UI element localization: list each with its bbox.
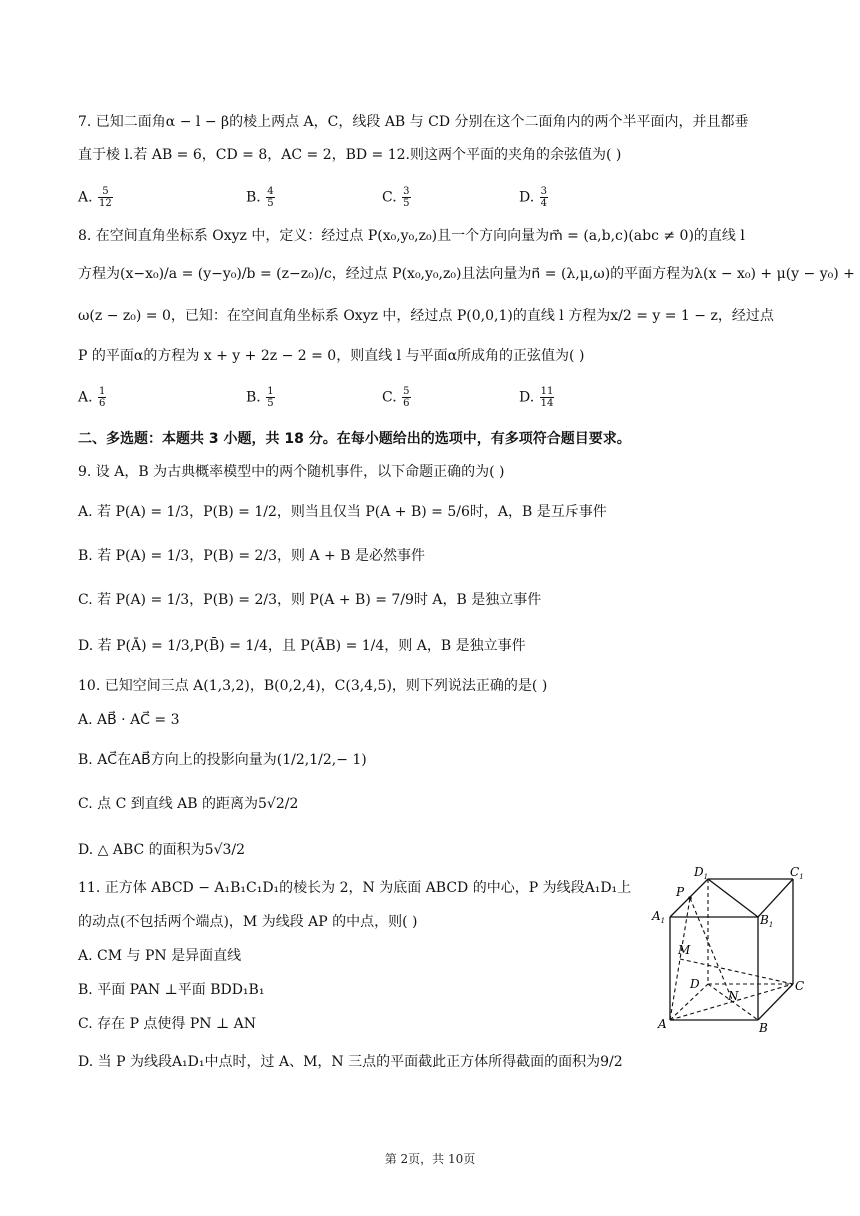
label-p: P: [676, 885, 685, 899]
q7-option-c: C. $\frac{3}{5}$: [382, 186, 410, 209]
q10-stem: 10. 已知空间三点 A(1,3,2)，B(0,2,4)，C(3,4,5)，则下列说法正确的是( ): [78, 678, 548, 694]
q8-option-d: D. $\frac{11}{14}$: [519, 386, 554, 409]
q11-line-2: 的动点(不包括两个端点)，M 为线段 AP 的中点，则( ): [78, 914, 418, 930]
q8-option-b: B. $\frac{1}{5}$: [246, 386, 274, 409]
q8-line-4: P 的平面α的方程为 x + y + 2z − 2 = 0，则直线 l 与平面α所成角的正弦值为( ): [78, 348, 585, 364]
q7-line-1: 7. 已知二面角α − l − β的棱上两点 A，C，线段 AB 与 CD 分别在这个二面角内的两个半平面内，并且都垂: [78, 114, 749, 130]
label-b: B: [759, 1021, 768, 1035]
q9-option-d: D. 若 P(Ā) = 1/3,P(B̄) = 1/4，且 P(ĀB) = 1/4，则 A，B 是独立事件: [78, 638, 526, 654]
label-a1: $A_1$: [652, 909, 666, 925]
label-c: C: [795, 979, 805, 993]
q7-option-d: D. $\frac{3}{4}$: [519, 186, 548, 209]
q9-stem: 9. 设 A，B 为古典概率模型中的两个随机事件，以下命题正确的为( ): [78, 464, 505, 480]
q10-option-c: C. 点 C 到直线 AB 的距离为5√2/2: [78, 796, 299, 812]
q10-option-a: A. AB⃗ · AC⃗ = 3: [78, 712, 180, 728]
q7-option-a: A. $\frac{5}{12}$: [78, 186, 112, 209]
q11-option-a: A. CM 与 PN 是异面直线: [78, 948, 242, 964]
label-a: A: [658, 1017, 667, 1031]
q9-option-b: B. 若 P(A) = 1/3，P(B) = 2/3，则 A + B 是必然事件: [78, 548, 425, 564]
q10-option-b: B. AC⃗在AB⃗方向上的投影向量为(1/2,1/2,− 1): [78, 752, 367, 768]
point-p: [688, 896, 692, 900]
label-c1: $C_1$: [790, 865, 804, 881]
q9-option-a: A. 若 P(A) = 1/3，P(B) = 1/2，则当且仅当 P(A + B) = 5/6时，A，B 是互斥事件: [78, 504, 607, 520]
q11-option-b: B. 平面 PAN ⊥平面 BDD₁B₁: [78, 982, 265, 998]
q11-line-1: 11. 正方体 ABCD − A₁B₁C₁D₁的棱长为 2，N 为底面 ABCD 的中心，P 为线段A₁D₁上: [78, 880, 632, 896]
q11-option-d: D. 当 P 为线段A₁D₁中点时，过 A、M，N 三点的平面截此正方体所得截面的面积为9/2: [78, 1054, 623, 1070]
label-d: D: [690, 977, 700, 991]
label-m: M: [678, 943, 691, 957]
label-d1: $D_1$: [694, 865, 709, 881]
label-n: N: [728, 989, 739, 1003]
q7-option-b: B. $\frac{4}{5}$: [246, 186, 274, 209]
q8-line-1: 8. 在空间直角坐标系 Oxyz 中，定义：经过点 P(x₀,y₀,z₀)且一个方向向量为m⃗ = (a,b,c)(abc ≠ 0)的直线 l: [78, 228, 745, 244]
q10-option-d: D. △ ABC 的面积为5√3/2: [78, 842, 246, 858]
q8-line-2: 方程为(x−x₀)/a = (y−y₀)/b = (z−z₀)/c，经过点 P(x₀,y₀,z₀)且法向量为n⃗ = (λ,μ,ω)的平面方程为λ(x − x₀) + μ(y − y₀) +: [78, 266, 855, 282]
q7-line-2: 直于棱 l.若 AB = 6，CD = 8，AC = 2，BD = 12.则这两个平面的夹角的余弦值为( ): [78, 147, 622, 163]
q11-option-c: C. 存在 P 点使得 PN ⊥ AN: [78, 1016, 256, 1032]
label-b1: $B_1$: [760, 913, 774, 929]
q8-line-3: ω(z − z₀) = 0，已知：在空间直角坐标系 Oxyz 中，经过点 P(0,0,1)的直线 l 方程为x/2 = y = 1 − z，经过点: [78, 308, 774, 324]
section-heading-multiple-choice: 二、多选题：本题共 3 小题，共 18 分。在每小题给出的选项中，有多项符合题目要求。: [78, 431, 631, 447]
page-footer: 第 2页，共 10页: [384, 1152, 476, 1166]
cube-figure: [648, 862, 813, 1037]
q9-option-c: C. 若 P(A) = 1/3，P(B) = 2/3，则 P(A + B) = 7/9时 A，B 是独立事件: [78, 592, 542, 608]
q8-option-a: A. $\frac{1}{6}$: [78, 386, 106, 409]
q8-option-c: C. $\frac{5}{6}$: [382, 386, 410, 409]
